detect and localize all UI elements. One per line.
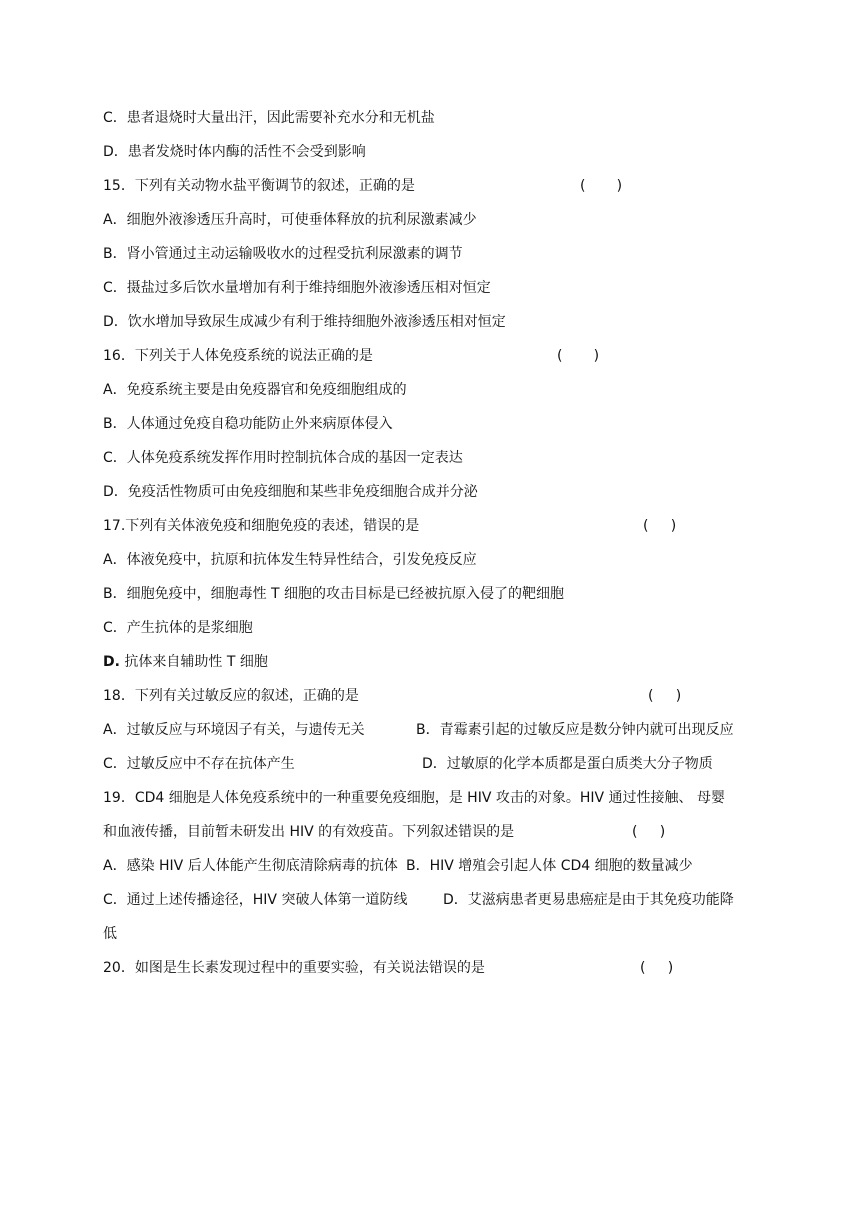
q16-option-d: D．免疫活性物质可由免疫细胞和某些非免疫细胞合成并分泌	[103, 484, 478, 500]
q19-option-b: B．HIV 增殖会引起人体 CD4 细胞的数量减少	[406, 858, 693, 874]
q15-stem: 15．下列有关动物水盐平衡调节的叙述，正确的是	[103, 178, 415, 194]
q19-option-c: C．通过上述传播途径，HIV 突破人体第一道防线	[103, 892, 408, 908]
q14-option-c: C．患者退烧时大量出汗，因此需要补充水分和无机盐	[103, 110, 435, 126]
q19-answer-bracket: ( )	[632, 824, 666, 840]
q17-option-d	[103, 652, 268, 672]
q17-option-d-text: 抗体来自辅助性 T 细胞	[124, 654, 268, 670]
q15-answer-bracket: ( )	[580, 178, 623, 194]
q19-option-d-continued: 低	[103, 926, 117, 942]
q17-option-c: C．产生抗体的是浆细胞	[103, 620, 253, 636]
q17-option-d-letter: D.	[103, 654, 120, 670]
q18-answer-bracket: ( )	[648, 688, 682, 704]
q15-option-a: A．细胞外液渗透压升高时，可使垂体释放的抗利尿激素减少	[103, 212, 477, 228]
q17-option-a: A．体液免疫中，抗原和抗体发生特异性结合，引发免疫反应	[103, 552, 477, 568]
q16-stem: 16．下列关于人体免疫系统的说法正确的是	[103, 348, 373, 364]
q16-option-a: A．免疫系统主要是由免疫器官和免疫细胞组成的	[103, 382, 407, 398]
q16-option-b: B．人体通过免疫自稳功能防止外来病原体侵入	[103, 416, 393, 432]
q19-stem-line-2: 和血液传播，目前暂未研发出 HIV 的有效疫苗。下列叙述错误的是	[103, 824, 515, 840]
q16-option-c: C．人体免疫系统发挥作用时控制抗体合成的基因一定表达	[103, 450, 463, 466]
q19-stem-line-1: 19．CD4 细胞是人体免疫系统中的一种重要免疫细胞，是 HIV 攻击的对象。HIV 通过性接触、 母婴	[103, 790, 725, 806]
q18-stem: 18．下列有关过敏反应的叙述，正确的是	[103, 688, 359, 704]
q15-option-c: C．摄盐过多后饮水量增加有利于维持细胞外液渗透压相对恒定	[103, 280, 491, 296]
q19-option-a: A．感染 HIV 后人体能产生彻底清除病毒的抗体	[103, 858, 398, 874]
q17-answer-bracket: ( )	[643, 518, 677, 534]
q18-option-d: D．过敏原的化学本质都是蛋白质类大分子物质	[422, 756, 713, 772]
q15-option-d: D．饮水增加导致尿生成减少有利于维持细胞外液渗透压相对恒定	[103, 314, 506, 330]
q15-option-b: B．肾小管通过主动运输吸收水的过程受抗利尿激素的调节	[103, 246, 463, 262]
q20-answer-bracket: ( )	[640, 960, 674, 976]
q18-option-c: C．过敏反应中不存在抗体产生	[103, 756, 295, 772]
q14-option-d: D．患者发烧时体内酶的活性不会受到影响	[103, 144, 366, 160]
q19-option-d: D．艾滋病患者更易患癌症是由于其免疫功能降	[443, 892, 734, 908]
q17-stem: 17.下列有关体液免疫和细胞免疫的表述，错误的是	[103, 518, 420, 534]
q16-answer-bracket: ( )	[557, 348, 600, 364]
q18-option-b: B．青霉素引起的过敏反应是数分钟内就可出现反应	[416, 722, 734, 738]
q17-option-b: B．细胞免疫中，细胞毒性 T 细胞的攻击目标是已经被抗原入侵了的靶细胞	[103, 586, 565, 602]
q18-option-a: A．过敏反应与环境因子有关，与遗传无关	[103, 722, 365, 738]
q20-stem: 20．如图是生长素发现过程中的重要实验，有关说法错误的是	[103, 960, 485, 976]
